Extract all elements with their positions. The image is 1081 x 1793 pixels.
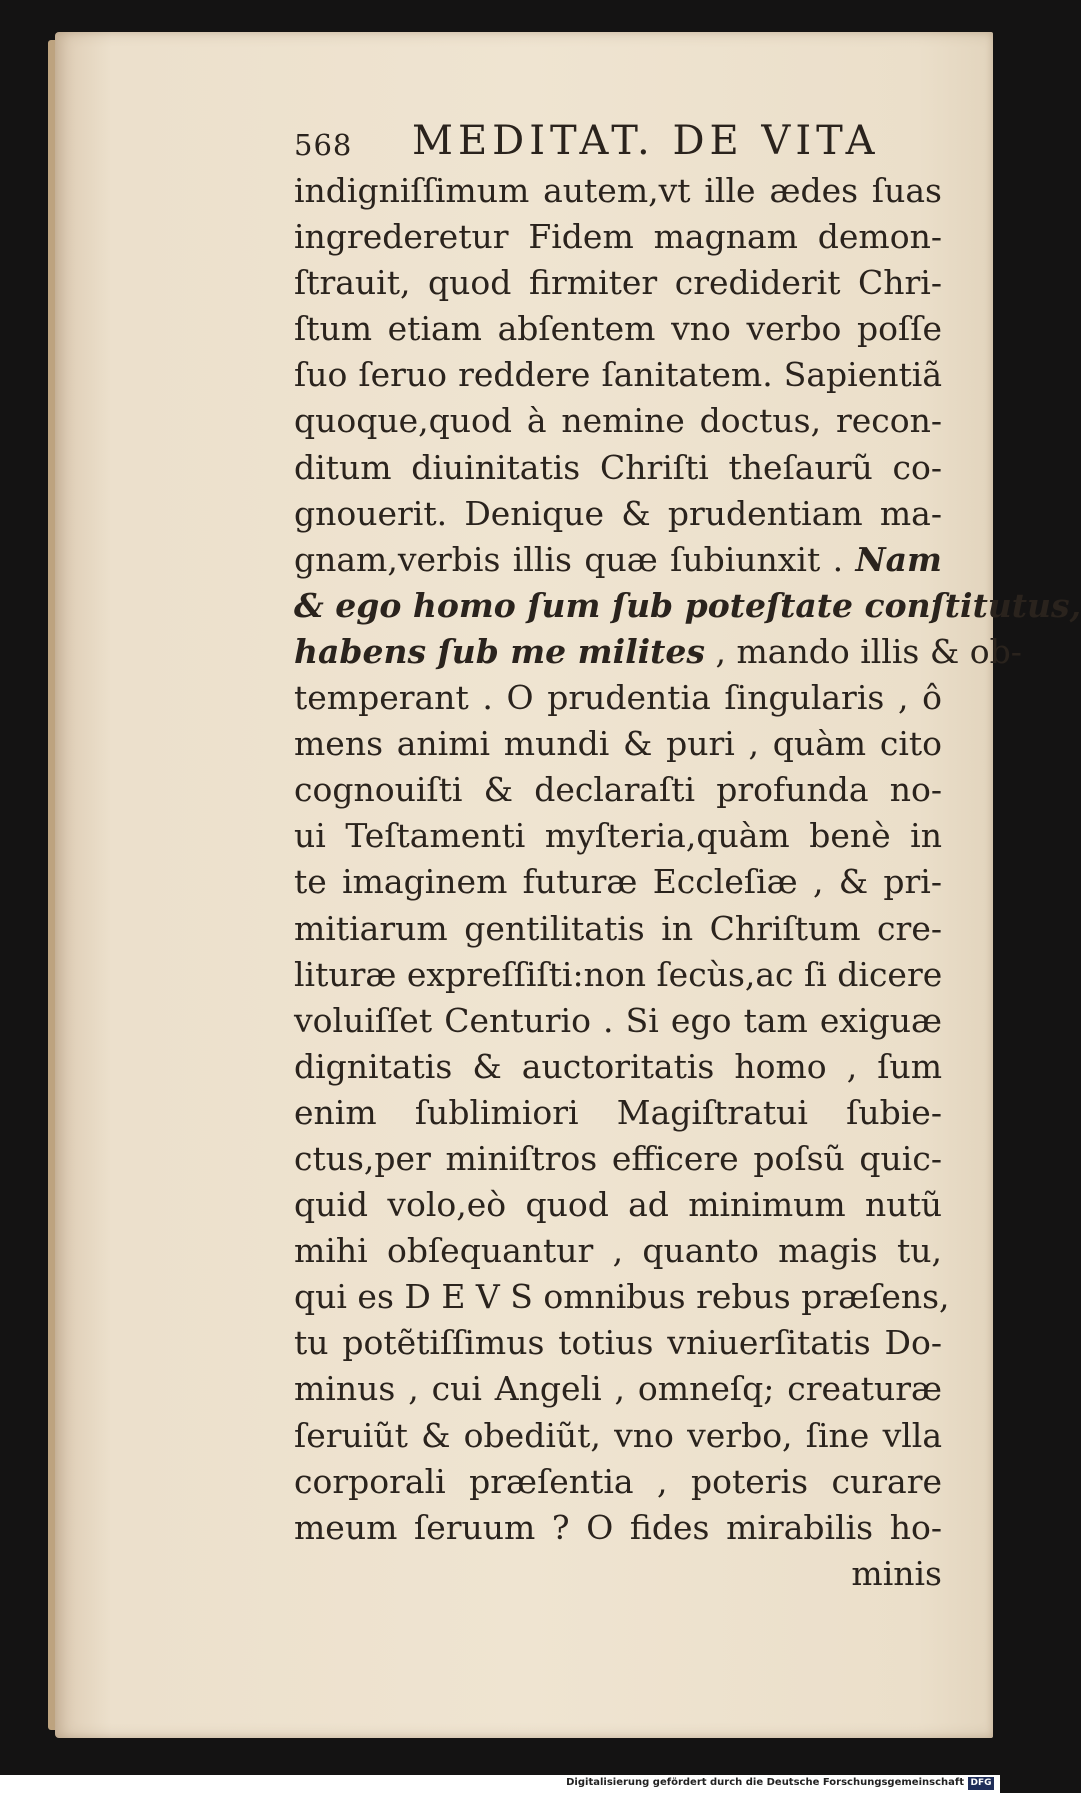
- text-line: [294, 583, 1081, 629]
- italic-quote: Nam: [855, 539, 942, 579]
- text-line: mihi obſequantur , quanto magis tu,: [294, 1231, 942, 1271]
- text-line: enim ſublimiori Magiſtratui ſubie-: [294, 1092, 942, 1132]
- text-line: indigniſſimum autem,vt ille ædes ſuas: [294, 171, 942, 210]
- text-line: voluiſſet Centurio . Si ego tam exiguæ: [294, 1000, 942, 1040]
- italic-quote: habens ſub me milites: [294, 631, 706, 671]
- text-line: ingrederetur Fidem magnam demon-: [294, 217, 942, 257]
- text-line: ui Teſtamenti myſteria,quàm benè in: [294, 816, 942, 856]
- text-line: ſtum etiam abſentem vno verbo poſſe: [294, 309, 942, 349]
- text-line: ſtrauit, quod firmiter crediderit Chri-: [294, 263, 942, 303]
- running-head: MEDITAT. DE VITA: [412, 118, 880, 164]
- italic-quote: & ego homo ſum ſub poteſtate conſtitutus,: [294, 585, 1081, 625]
- text-line: lituræ expreſſiſti:non ſecùs,ac ſi dicere: [294, 954, 943, 994]
- text-line: ditum diuinitatis Chriſti theſaurũ co-: [294, 447, 942, 487]
- page-number: 568: [294, 128, 353, 162]
- text-line: te imaginem futuræ Eccleſiæ , & pri-: [294, 862, 942, 902]
- text-segment: , mando illis & ob-: [715, 631, 1022, 671]
- text-line: quoque,quod à nemine doctus, recon-: [294, 401, 942, 441]
- text-line: qui es D E V S omnibus rebus præſens,: [294, 1277, 950, 1317]
- text-line: mitiarum gentilitatis in Chriſtum cre-: [294, 908, 942, 948]
- text-line: ſeruiũt & obediũt, vno verbo, ſine vlla: [294, 1415, 942, 1455]
- text-segment: gnam,verbis illis quæ ſubiunxit .: [294, 539, 844, 579]
- text-line: [294, 537, 942, 583]
- body-text: [294, 168, 1081, 1597]
- text-line: ſuo ſeruo reddere ſanitatem. Sapientiã: [294, 355, 942, 395]
- text-line: meum ſeruum ? O fides mirabilis ho-: [294, 1507, 942, 1547]
- footer-credit: Digitalisierung gefördert durch die Deutsche Forschungsgemeinschaft: [566, 1777, 964, 1788]
- digitization-footer: [0, 1775, 1000, 1793]
- text-line: cognouiſti & declaraſti profunda no-: [294, 770, 942, 810]
- text-line: quid volo,eò quod ad minimum nutũ: [294, 1185, 942, 1225]
- text-line: tu potẽtiſſimus totius vniuerſitatis Do-: [294, 1323, 942, 1363]
- text-line: minus , cui Angeli , omneſq; creaturæ: [294, 1369, 942, 1409]
- text-line: dignitatis & auctoritatis homo , ſum: [294, 1046, 942, 1086]
- text-line: ctus,per miniſtros efficere poſsũ quic-: [294, 1138, 942, 1178]
- page-header: [294, 118, 914, 168]
- catchword: minis: [851, 1553, 942, 1593]
- text-line: mens animi mundi & puri , quàm cito: [294, 724, 942, 764]
- text-line: corporali præſentia , poteris curare: [294, 1461, 942, 1501]
- text-line: temperant . O prudentia ſingularis , ô: [294, 678, 942, 718]
- dfg-logo: DFG: [968, 1777, 994, 1790]
- text-line: [294, 629, 1022, 675]
- text-line: gnouerit. Denique & prudentiam ma-: [294, 493, 942, 533]
